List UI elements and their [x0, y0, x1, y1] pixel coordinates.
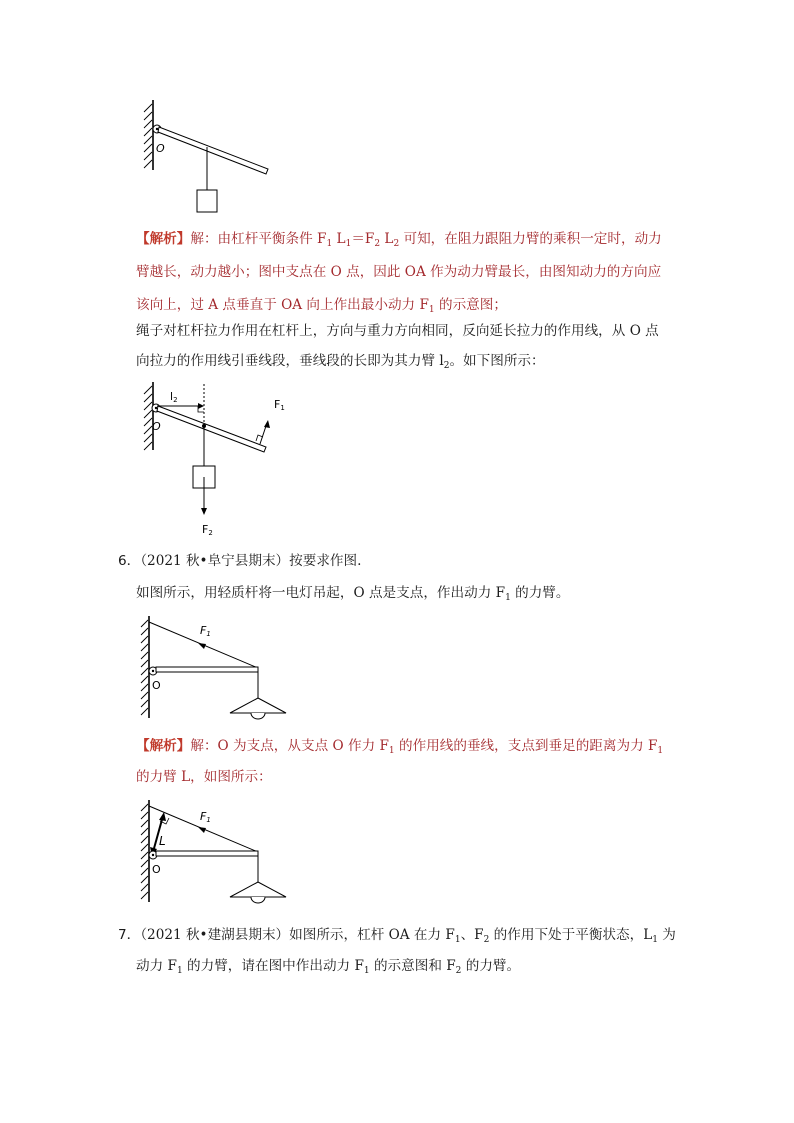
question-source: （2021 秋•建湖县期末）如图所示，杠杆 OA 在力 $F_1$、$F_2$ 的作用下处于平衡状态，$L_1$ 为 [140, 927, 676, 945]
analysis-2-line-1 [136, 736, 663, 756]
label-o: O [152, 420, 161, 433]
lamp-shade [230, 882, 286, 897]
analysis-text: 解：O 为支点，从支点 O 作力 $F_1$ 的作用线的垂线，支点到垂足的距离为力 $F_1$ [190, 738, 664, 756]
analysis-1-line-5: 向拉力的作用线引垂线段，垂线段的长即为其力臂 $l_2$。如下图所示： [136, 353, 545, 371]
analysis-1-line-2: 臂越长，动力越小；图中支点在 O 点，因此 OA 作为动力臂最长，由图知动力的方向应 [136, 264, 662, 280]
force-f1-arrowhead [264, 420, 270, 428]
force-f2-arrowhead [201, 508, 207, 515]
force-f1-arrowhead [198, 643, 206, 649]
label-f1: F1 [200, 810, 211, 824]
analysis-2-line-2: 的力臂 L，如图所示： [136, 769, 272, 785]
figure-3-lamp-lever [134, 610, 294, 722]
question-6-body: 如图所示，用轻质杆将一电灯吊起，O 点是支点，作出动力 $F_1$ 的力臂。 [136, 585, 570, 603]
label-o: O [152, 679, 161, 692]
analysis-tag: 【解析】 [136, 231, 191, 247]
label-f1: F1 [274, 398, 285, 412]
label-o: O [156, 142, 165, 155]
wall [141, 800, 149, 902]
label-o: O [152, 863, 161, 876]
arm-l2-arrowhead [198, 403, 204, 409]
lever-bar [156, 851, 258, 856]
arm-arrowhead-top [159, 812, 166, 821]
figure-2-lever-force-diagram [136, 378, 296, 544]
question-number: 6． [118, 553, 141, 569]
wall [144, 382, 153, 450]
question-number: 7． [118, 927, 141, 943]
lever-bar [157, 406, 266, 452]
question-6-header [118, 551, 361, 571]
figure-4-lamp-lever-arm [134, 794, 294, 906]
label-f1: F1 [200, 624, 211, 638]
label-l: L [159, 834, 166, 848]
wall [144, 100, 153, 170]
wall [141, 616, 149, 718]
lamp-bulb [251, 713, 265, 719]
label-f2: F2 [202, 523, 213, 537]
analysis-text: 解：由杠杆平衡条件 $F_1$ $L_1=F_2$ $L_2$ 可知，在阻力跟阻力臂的乘积一定时，动力 [190, 231, 662, 249]
lever-bar [158, 127, 268, 174]
lever-bar [156, 667, 258, 672]
question-7-header [118, 925, 676, 945]
analysis-1-line-1 [136, 229, 662, 249]
question-source: （2021 秋•阜宁县期末）按要求作图. [140, 553, 362, 569]
analysis-1-line-3: 该向上，过 A 点垂直于 OA 向上作出最小动力 $F_1$ 的示意图； [136, 297, 507, 315]
figure-1-lever-with-weight [136, 96, 276, 218]
question-7-body: 动力 $F_1$ 的力臂，请在图中作出动力 $F_1$ 的示意图和 $F_2$ 的力臂。 [136, 958, 521, 976]
label-l2: l2 [170, 390, 178, 404]
weight-block [197, 190, 217, 212]
force-f1-arrowhead [198, 827, 206, 833]
lamp-shade [230, 698, 286, 713]
analysis-1-line-4: 绳子对杠杆拉力作用在杠杆上，方向与重力方向相同，反向延长拉力的作用线，从 O 点 [136, 323, 659, 339]
analysis-tag: 【解析】 [136, 738, 191, 754]
lamp-bulb [251, 897, 265, 903]
